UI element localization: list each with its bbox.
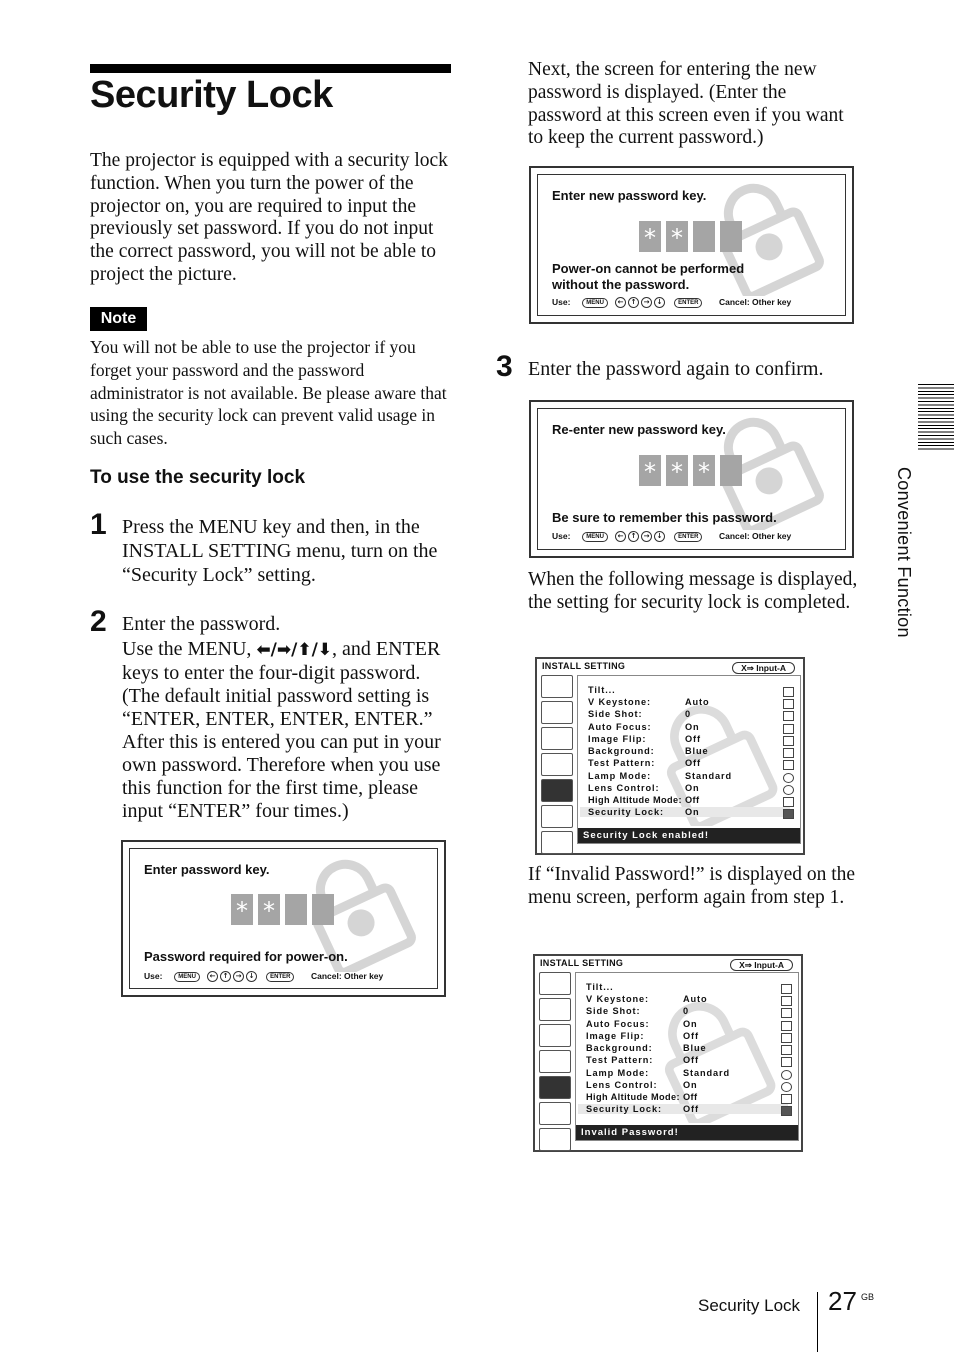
menu-row-v-keystone[interactable]: V Keystone: Auto xyxy=(586,994,708,1004)
screen-menu-icon xyxy=(541,753,573,776)
right-key-icon: → xyxy=(641,297,652,308)
side-shot-icon xyxy=(783,711,794,721)
menu-row-high-altitude[interactable]: High Altitude Mode: Off xyxy=(586,1092,698,1102)
menu-row-lens-control[interactable]: Lens Control: On xyxy=(588,783,700,793)
dialog-message-line-2: without the password. xyxy=(552,277,690,292)
password-box-4 xyxy=(312,894,334,925)
lock-watermark-icon xyxy=(699,176,829,296)
menu-panel xyxy=(577,675,801,844)
setting-menu-icon xyxy=(539,1024,571,1047)
next-screen-paragraph: Next, the screen for entering the new password is displayed. (Enter the password at this screen even if you want to keep the current password.) xyxy=(528,59,844,149)
background-icon xyxy=(783,748,794,758)
intro-paragraph: The projector is equipped with a security lock function. When you turn the power of the projector on, you are required to input the previously set password. If you do not input the correct password, you will not be able to project the picture. xyxy=(90,150,448,285)
use-label: Use: xyxy=(552,297,571,307)
input-indicator xyxy=(732,662,795,674)
info-menu-icon xyxy=(541,805,573,828)
menu-category-icons xyxy=(541,675,575,857)
password-box-1: * xyxy=(231,894,253,925)
use-bar xyxy=(552,297,791,308)
setting-menu-icon xyxy=(541,727,573,750)
password-box-2: * xyxy=(666,455,688,486)
enter-password-dialog xyxy=(121,840,446,997)
info-menu-icon xyxy=(539,1102,571,1125)
menu-key-icon: MENU xyxy=(582,298,608,308)
step-3-number: 3 xyxy=(496,350,513,383)
up-key-icon: ↑ xyxy=(628,297,639,308)
page-number: 27 xyxy=(828,1286,857,1316)
invalid-paragraph: If “Invalid Password!” is displayed on the menu screen, perform again from step 1. xyxy=(528,864,856,908)
use-label: Use: xyxy=(552,531,571,541)
menu-row-high-altitude[interactable]: High Altitude Mode: Off xyxy=(588,795,700,805)
altitude-icon xyxy=(781,1094,792,1104)
input-icon: X⇒ xyxy=(739,960,755,970)
menu-row-auto-focus[interactable]: Auto Focus: On xyxy=(586,1019,698,1029)
page-language: GB xyxy=(861,1292,875,1302)
step-1-text: Press the MENU key and then, in the INSTALL SETTING menu, turn on the “Security Lock” setting. xyxy=(122,516,438,586)
side-tab-label: Convenient Function xyxy=(894,467,914,638)
lens-icon xyxy=(783,785,794,795)
lamp-icon xyxy=(783,773,794,783)
down-key-icon: ↓ xyxy=(654,531,665,542)
up-key-icon: ↑ xyxy=(220,971,231,982)
enter-key-icon: ENTER xyxy=(266,972,294,982)
password-box-2: * xyxy=(666,221,688,252)
dialog-message: Password required for power-on. xyxy=(144,949,348,964)
cancel-label: Cancel: Other key xyxy=(718,297,792,307)
menu-row-v-keystone[interactable]: V Keystone: Auto xyxy=(588,697,710,707)
reenter-password-dialog xyxy=(529,400,854,558)
install-setting-menu xyxy=(535,657,805,855)
note-text: You will not be able to use the projector if you forget your password and the password administrator is not available. Be please aware that using the security lock can prevent valid usage in such cases. xyxy=(90,337,447,449)
arrow-keys-icon: ⬅/➡/⬆/⬇ xyxy=(256,640,333,660)
completed-paragraph: When the following message is displayed, the setting for security lock is completed. xyxy=(528,569,858,613)
status-message: Security Lock enabled! xyxy=(578,828,800,843)
use-label: Use: xyxy=(144,971,163,981)
menu-row-lamp-mode[interactable]: Lamp Mode: Standard xyxy=(586,1068,731,1078)
step-2-text: Enter the password. xyxy=(122,613,281,635)
lens-icon xyxy=(781,1082,792,1092)
lock-icon xyxy=(783,809,794,819)
left-key-icon: ← xyxy=(615,297,626,308)
password-box-3: * xyxy=(693,455,715,486)
use-bar xyxy=(552,531,791,542)
password-box-1: * xyxy=(639,455,661,486)
down-key-icon: ↓ xyxy=(246,971,257,982)
dialog-message-line-1: Power-on cannot be performed xyxy=(552,261,745,276)
enter-key-icon: ENTER xyxy=(674,298,702,308)
side-shot-icon xyxy=(781,1008,792,1018)
input-label: Input-A xyxy=(756,663,786,673)
install-menu-icon xyxy=(541,779,573,802)
dialog-title: Enter new password key. xyxy=(552,188,707,203)
status-message: Invalid Password! xyxy=(576,1125,798,1140)
focus-icon xyxy=(781,1021,792,1031)
menu-row-background[interactable]: Background: Blue xyxy=(586,1043,707,1053)
menu-row-tilt[interactable]: Tilt... xyxy=(588,685,616,695)
use-bar xyxy=(144,971,383,982)
altitude-icon xyxy=(783,797,794,807)
menu-row-image-flip[interactable]: Image Flip: Off xyxy=(588,734,701,744)
enter-key-icon: ENTER xyxy=(674,532,702,542)
right-key-icon: → xyxy=(233,971,244,982)
dialog-message: Be sure to remember this password. xyxy=(552,510,777,525)
install-menu-icon xyxy=(539,1076,571,1099)
right-key-icon: → xyxy=(641,531,652,542)
focus-icon xyxy=(783,724,794,734)
step-2-number: 2 xyxy=(90,605,107,638)
up-key-icon: ↑ xyxy=(628,531,639,542)
background-icon xyxy=(781,1045,792,1055)
input-menu-icon xyxy=(541,701,573,724)
screen-menu-icon xyxy=(539,1050,571,1073)
step-2-detail-pre: Use the MENU, xyxy=(122,638,257,660)
subheading: To use the security lock xyxy=(90,467,306,488)
menu-row-test-pattern[interactable]: Test Pattern: Off xyxy=(588,758,701,768)
menu-panel xyxy=(575,972,799,1141)
password-box-3 xyxy=(693,221,715,252)
input-indicator xyxy=(730,959,793,971)
new-password-dialog xyxy=(529,166,854,324)
menu-category-icons xyxy=(539,972,573,1154)
menu-row-security-lock[interactable]: Security Lock: Off xyxy=(578,1104,788,1114)
tilt-icon xyxy=(783,687,794,697)
step-2-detail-post: , and ENTER keys to enter the four-digit password. (The default initial password setting is “ENTER, ENTER, ENTER, ENTER.” After this is entered you can put in your own password. Therefore when you use this function for the first time, please input “ENTER” four times.) xyxy=(122,638,441,822)
side-tab-stripes xyxy=(918,384,954,450)
menu-row-side-shot[interactable]: Side Shot: 0 xyxy=(586,1006,690,1016)
menu-row-test-pattern[interactable]: Test Pattern: Off xyxy=(586,1055,699,1065)
install-setting-menu-invalid xyxy=(533,954,803,1152)
blank-menu-icon xyxy=(539,1128,571,1151)
menu-row-tilt[interactable]: Tilt... xyxy=(586,982,614,992)
footer-divider xyxy=(817,1292,818,1352)
picture-menu-icon xyxy=(541,675,573,698)
menu-row-image-flip[interactable]: Image Flip: Off xyxy=(586,1031,699,1041)
menu-key-icon: MENU xyxy=(582,532,608,542)
flip-icon xyxy=(783,736,794,746)
flip-icon xyxy=(781,1033,792,1043)
title-rule xyxy=(90,64,451,73)
keystone-icon xyxy=(783,699,794,709)
left-key-icon: ← xyxy=(207,971,218,982)
menu-row-lamp-mode[interactable]: Lamp Mode: Standard xyxy=(588,771,733,781)
menu-key-icon: MENU xyxy=(174,972,200,982)
left-key-icon: ← xyxy=(615,531,626,542)
footer-section-label: Security Lock xyxy=(698,1296,801,1315)
keystone-icon xyxy=(781,996,792,1006)
password-box-1: * xyxy=(639,221,661,252)
step-1-number: 1 xyxy=(90,508,107,541)
menu-row-side-shot[interactable]: Side Shot: 0 xyxy=(588,709,692,719)
menu-header: INSTALL SETTING xyxy=(540,958,624,968)
dialog-title: Re-enter new password key. xyxy=(552,422,726,437)
test-pattern-icon xyxy=(781,1057,792,1067)
password-box-3 xyxy=(285,894,307,925)
step-2-detail xyxy=(122,638,457,823)
menu-row-security-lock[interactable]: Security Lock: On xyxy=(580,807,790,817)
password-box-2: * xyxy=(258,894,280,925)
step-3-text: Enter the password again to confirm. xyxy=(528,358,824,380)
picture-menu-icon xyxy=(539,972,571,995)
cancel-label: Cancel: Other key xyxy=(718,531,792,541)
test-pattern-icon xyxy=(783,760,794,770)
down-key-icon: ↓ xyxy=(654,297,665,308)
menu-header: INSTALL SETTING xyxy=(542,661,626,671)
input-menu-icon xyxy=(539,998,571,1021)
cancel-label: Cancel: Other key xyxy=(310,971,384,981)
password-box-4 xyxy=(720,455,742,486)
dialog-title: Enter password key. xyxy=(144,862,270,877)
page-title: Security Lock xyxy=(90,74,333,116)
note-badge: Note xyxy=(90,307,147,331)
password-box-4 xyxy=(720,221,742,252)
menu-row-background[interactable]: Background: Blue xyxy=(588,746,709,756)
blank-menu-icon xyxy=(541,831,573,854)
menu-row-lens-control[interactable]: Lens Control: On xyxy=(586,1080,698,1090)
input-label: Input-A xyxy=(754,960,784,970)
lamp-icon xyxy=(781,1070,792,1080)
input-icon: X⇒ xyxy=(741,663,757,673)
lock-icon xyxy=(781,1106,792,1116)
menu-row-auto-focus[interactable]: Auto Focus: On xyxy=(588,722,700,732)
tilt-icon xyxy=(781,984,792,994)
